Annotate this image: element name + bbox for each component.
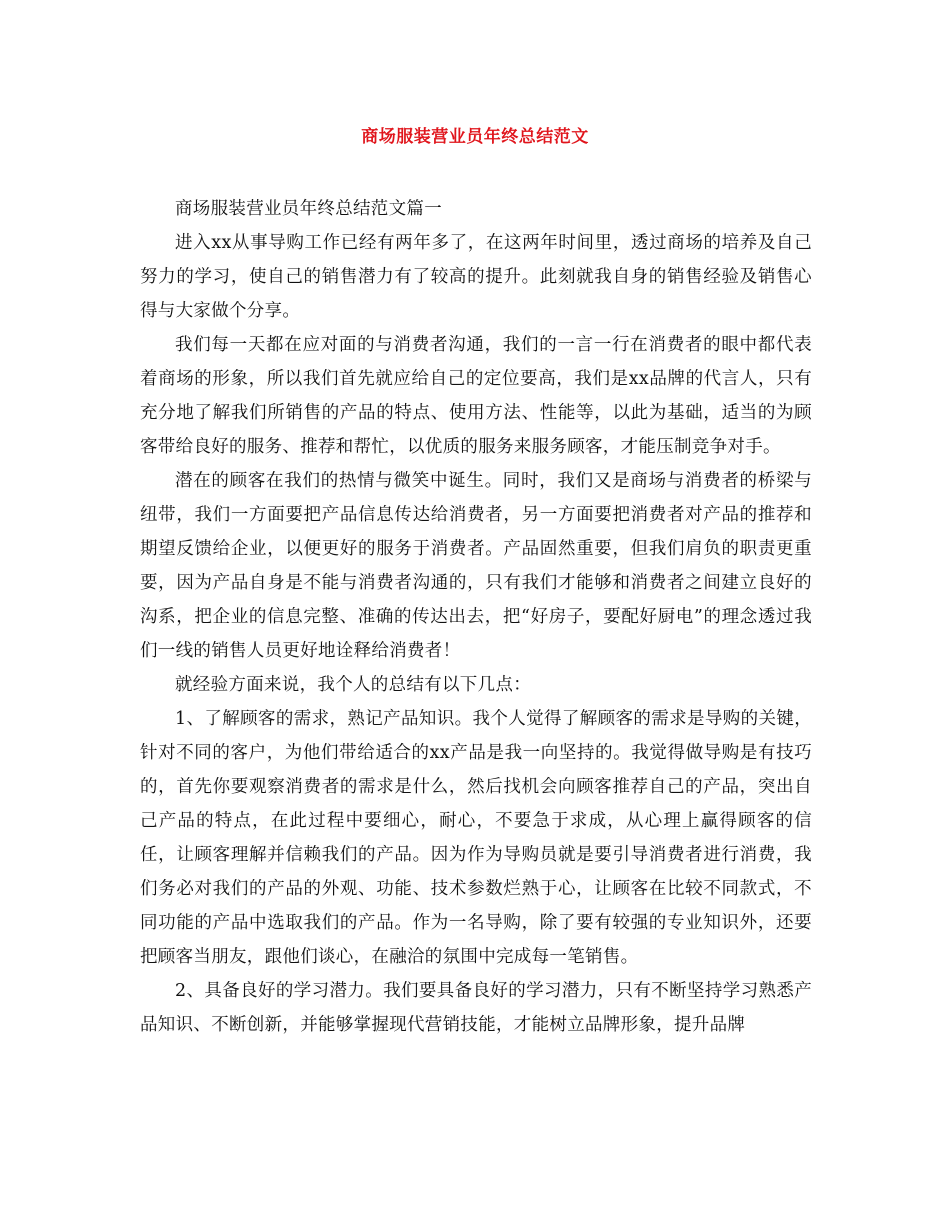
paragraph-image: 我们每一天都在应对面的与消费者沟通，我们的一言一行在消费者的眼中都代表着商场的形象，所以我们首先就应给自己的定位要高，我们是xx品牌的代言人，只有充分地了解我们所销售的产品的特点、使用方法、性能等，以此为基础，适当的为顾客带给良好的服务、推荐和帮忙，以优质的服务来服务顾客，才能压制竞争对手。 [140,335,812,457]
paragraph-experience-intro: 就经验方面来说，我个人的总结有以下几点： [175,675,531,695]
paragraph-intro: 进入xx从事导购工作已经有两年多了，在这两年时间里，透过商场的培养及自己努力的学习，使自己的销售潜力有了较高的提升。此刻就我自身的销售经验及销售心得与大家做个分享。 [140,233,812,321]
paragraph-bridge: 潜在的顾客在我们的热情与微笑中诞生。同时，我们又是商场与消费者的桥梁与纽带，我们一方面要把产品信息传达给消费者，另一方面要把消费者对产品的推荐和期望反馈给企业，以便更好的服务于消费者。产品固然重要，但我们肩负的职责更重要，因为产品自身是不能与消费者沟通的，只有我们才能够和消费者之间建立良好的沟系，把企业的信息完整、准确的传达出去，把“好房子，要配好厨电”的理念透过我们一线的销售人员更好地诠释给消费者！ [140,471,812,661]
paragraph-point-2: 2、具备良好的学习潜力。我们要具备良好的学习潜力，只有不断坚持学习熟悉产品知识、不断创新，并能够掌握现代营销技能，才能树立品牌形象，提升品牌 [140,981,812,1035]
document-body [140,192,812,1042]
section-heading: 商场服装营业员年终总结范文篇一 [175,199,442,219]
paragraph-point-1: 1、了解顾客的需求，熟记产品知识。我个人觉得了解顾客的需求是导购的关键，针对不同的客户，为他们带给适合的xx产品是我一向坚持的。我觉得做导购是有技巧的，首先你要观察消费者的需求是什么，然后找机会向顾客推荐自己的产品，突出自己产品的特点，在此过程中要细心，耐心，不要急于求成，从心理上赢得顾客的信任，让顾客理解并信赖我们的产品。因为作为导购员就是要引导消费者进行消费，我们务必对我们的产品的外观、功能、技术参数烂熟于心，让顾客在比较不同款式，不同功能的产品中选取我们的产品。作为一名导购，除了要有较强的专业知识外，还要把顾客当朋友，跟他们谈心，在融洽的氛围中完成每一笔销售。 [140,709,812,967]
document-title: 商场服装营业员年终总结范文 [361,127,589,147]
